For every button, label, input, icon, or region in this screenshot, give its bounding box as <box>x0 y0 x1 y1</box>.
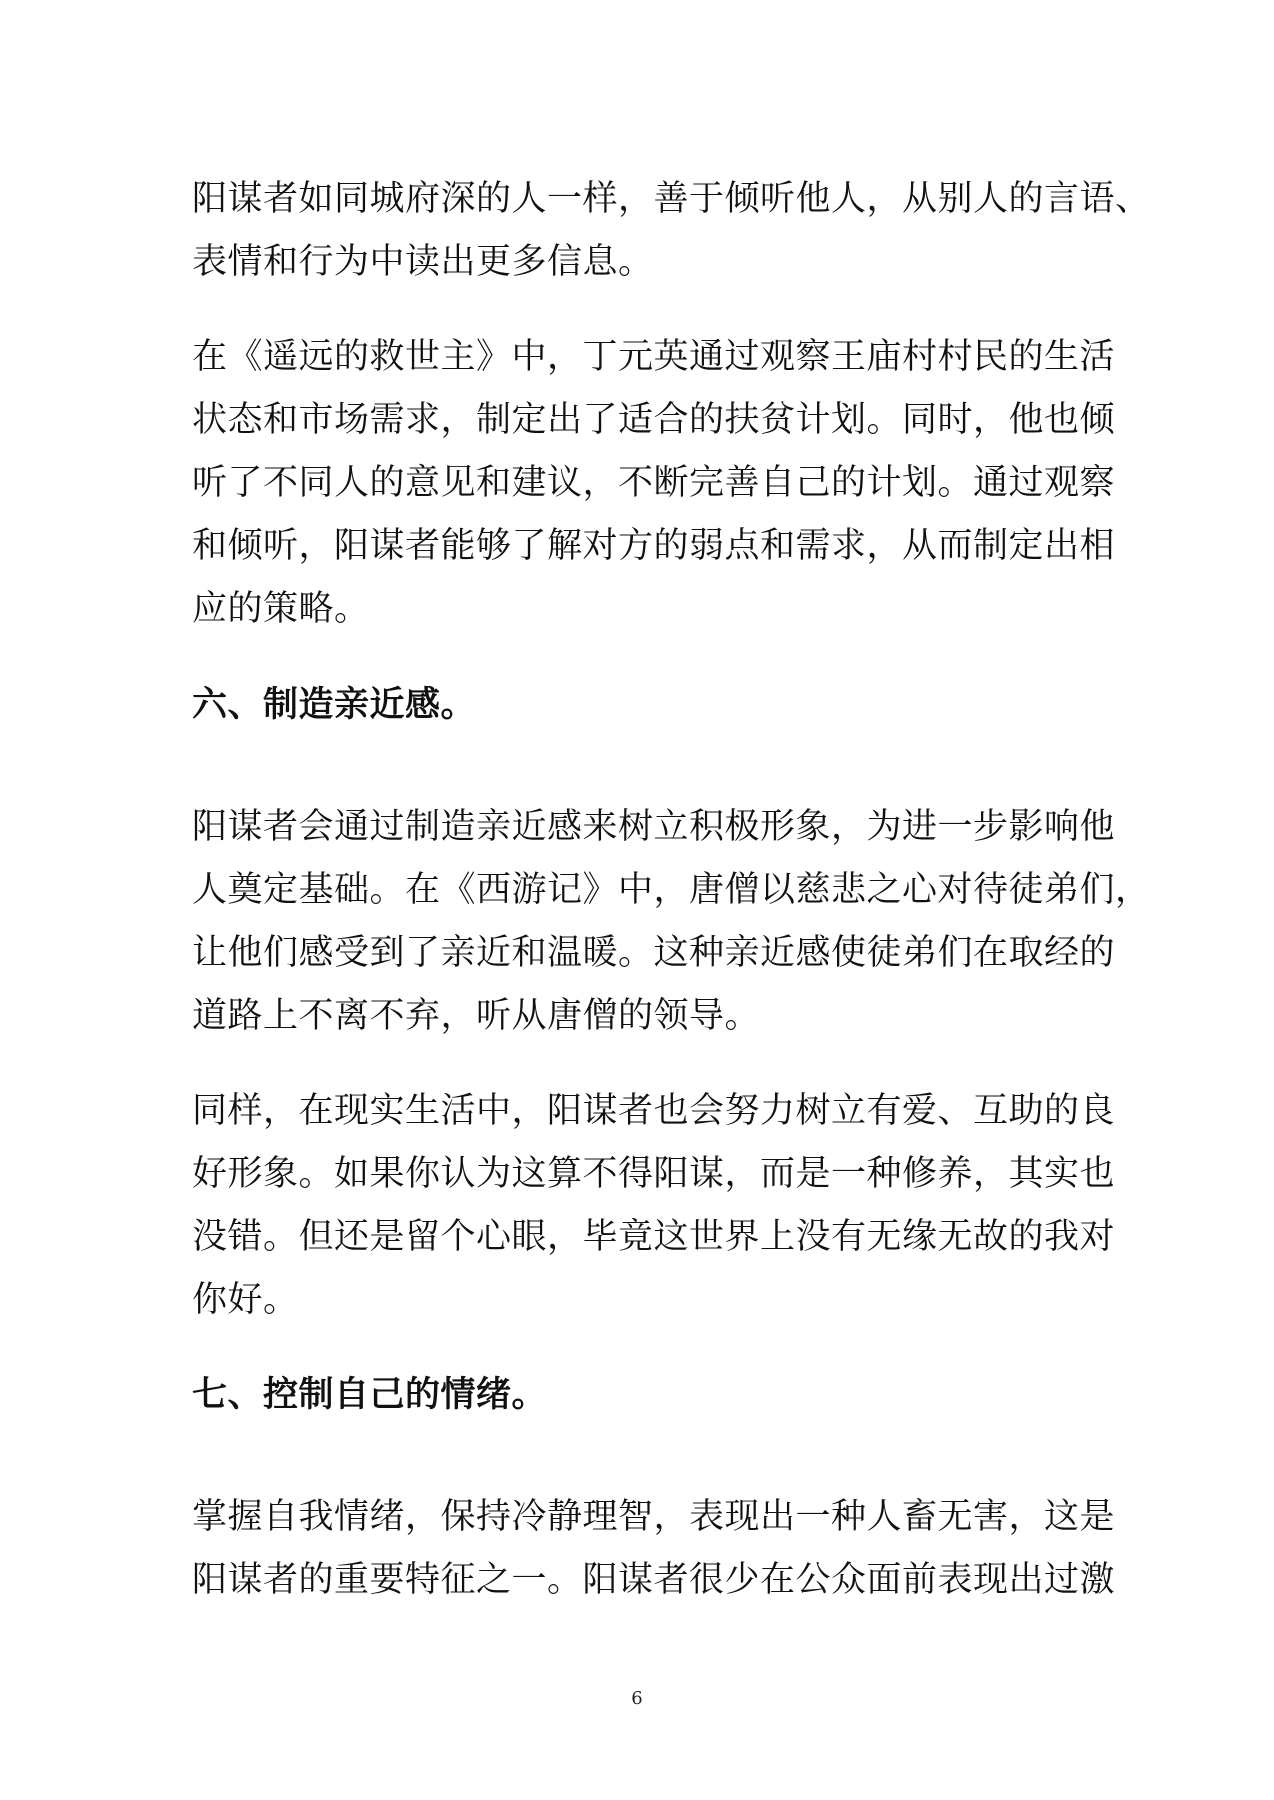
paragraph-line: 人奠定基础。在《西游记》中，唐僧以慈悲之心对待徒弟们， <box>192 870 1151 910</box>
paragraph-line: 阳谋者的重要特征之一。阳谋者很少在公众面前表现出过激 <box>192 1560 1116 1600</box>
paragraph-intimacy <box>192 796 1151 1048</box>
paragraph-line: 状态和市场需求，制定出了适合的扶贫计划。同时，他也倾 <box>192 400 1116 440</box>
section-heading-6 <box>192 674 1092 737</box>
paragraph-line: 掌握自我情绪，保持冷静理智，表现出一种人畜无害，这是 <box>192 1497 1116 1537</box>
paragraph-line: 和倾听，阳谋者能够了解对方的弱点和需求，从而制定出相 <box>192 526 1116 566</box>
paragraph-listening <box>192 168 1151 294</box>
paragraph-line: 没错。但还是留个心眼，毕竟这世界上没有无缘无故的我对 <box>192 1217 1116 1257</box>
paragraph-line: 阳谋者会通过制造亲近感来树立积极形象，为进一步影响他 <box>192 807 1116 847</box>
paragraph-line: 表情和行为中读出更多信息。 <box>192 242 654 282</box>
paragraph-line: 让他们感受到了亲近和温暖。这种亲近感使徒弟们在取经的 <box>192 933 1116 973</box>
paragraph-savior-example <box>192 326 1116 641</box>
paragraph-line: 阳谋者如同城府深的人一样，善于倾听他人，从别人的言语、 <box>192 179 1151 219</box>
paragraph-line: 同样，在现实生活中，阳谋者也会努力树立有爱、互助的良 <box>192 1091 1116 1131</box>
paragraph-line: 你好。 <box>192 1280 299 1320</box>
paragraph-line: 道路上不离不弃，听从唐僧的领导。 <box>192 996 761 1036</box>
page-number: 6 <box>631 1688 643 1709</box>
paragraph-line: 好形象。如果你认为这算不得阳谋，而是一种修养，其实也 <box>192 1154 1116 1194</box>
paragraph-line: 听了不同人的意见和建议，不断完善自己的计划。通过观察 <box>192 463 1116 503</box>
paragraph-line: 应的策略。 <box>192 589 370 629</box>
paragraph-line: 在《遥远的救世主》中，丁元英通过观察王庙村村民的生活 <box>192 337 1116 377</box>
section-heading-7 <box>192 1364 1092 1427</box>
paragraph-real-life <box>192 1080 1116 1332</box>
section-heading-text: 七、控制自己的情绪。 <box>192 1375 548 1415</box>
section-heading-text: 六、制造亲近感。 <box>192 685 477 725</box>
paragraph-emotion-control <box>192 1486 1116 1612</box>
